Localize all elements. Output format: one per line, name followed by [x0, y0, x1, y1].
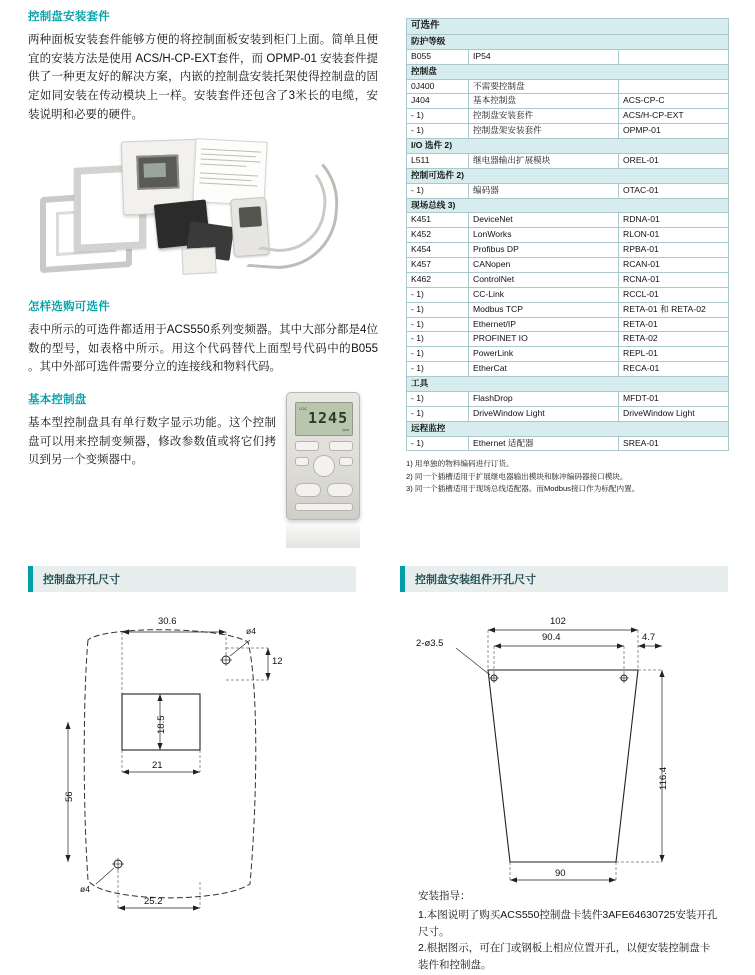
group-label: I/O 选件 2)	[407, 139, 729, 154]
cell-desc: 基本控制盘	[469, 94, 619, 109]
table-row	[407, 391, 729, 406]
cell-desc: Ethernet/IP	[469, 317, 619, 332]
cell-code: - 1)	[407, 362, 469, 377]
cell-type: RETA-01	[619, 317, 729, 332]
cell-type: REPL-01	[619, 347, 729, 362]
cell-type: DriveWindow Light	[619, 406, 729, 421]
table-group-row	[407, 198, 729, 213]
keypad-unit-label: rpm	[342, 427, 349, 432]
cell-desc: CANopen	[469, 258, 619, 273]
keypad-enter-button	[329, 441, 353, 451]
cell-type: RCAN-01	[619, 258, 729, 273]
table-row	[407, 406, 729, 421]
keypad-body	[286, 392, 360, 520]
cell-desc: PowerLink	[469, 347, 619, 362]
mounting-cutout-drawing	[410, 612, 720, 892]
cell-desc: 控制盘架安装套件	[469, 124, 619, 139]
table-row	[407, 124, 729, 139]
cell-type: RDNA-01	[619, 213, 729, 228]
table-group-row	[407, 421, 729, 436]
cell-code: - 1)	[407, 302, 469, 317]
table-group-row	[407, 139, 729, 154]
instructions-title: 安装指导：	[418, 890, 471, 902]
section-title-how-to-order: 怎样选购可选件	[28, 301, 110, 314]
table-row	[407, 302, 729, 317]
keypad-menu-button	[295, 441, 319, 451]
dim-90: 90	[555, 868, 566, 879]
footnote-2: 2) 同一个插槽适用于扩展继电器输出模块和脉冲编码器接口模块。	[406, 471, 628, 481]
table-header-row	[407, 19, 729, 35]
table-row	[407, 362, 729, 377]
cell-code: B055	[407, 49, 469, 64]
cell-type: OPMP-01	[619, 124, 729, 139]
cell-desc: IP54	[469, 49, 619, 64]
photo-panel-screen	[136, 155, 179, 190]
cell-desc: 控制盘安装套件	[469, 109, 619, 124]
dim-18-5: 18.5	[156, 715, 167, 734]
cell-code: L511	[407, 153, 469, 168]
cell-type: OTAC-01	[619, 183, 729, 198]
dim-21: 21	[152, 760, 163, 771]
keypad-bottom-strip	[295, 503, 353, 511]
cell-code: - 1)	[407, 317, 469, 332]
cell-type: RETA-01 和 RETA-02	[619, 302, 729, 317]
cell-desc: ControlNet	[469, 272, 619, 287]
cell-code: - 1)	[407, 406, 469, 421]
keypad-digits: 1245	[308, 409, 349, 427]
mounting-cutout-svg	[410, 612, 720, 892]
table-row	[407, 49, 729, 64]
table-row	[407, 258, 729, 273]
cell-type: ACS-CP-C	[619, 94, 729, 109]
table-row	[407, 317, 729, 332]
group-label: 工具	[407, 377, 729, 392]
section-body-mounting-kit: 两种面板安装套件能够方便的将控制面板安装到柜门上面。简单且便宜的安装方法是使用 ACS/H-CP-EXT套件，而 OPMP-01 安装套件提供了一种更友好的解决方案，内嵌的控制盘安装托架使得控制盘的固定如同安装在传动模块上一样。安装套件还包含了3米长的电缆，安装说明和必要的硬件。	[28, 34, 378, 121]
table-row	[407, 183, 729, 198]
group-label: 防护等级	[407, 34, 729, 49]
section-body-basic-panel: 基本型控制盘具有单行数字显示功能。这个控制盘可以用来控制变频器，修改参数值或将它们拷贝到另一个变频器中。	[28, 417, 276, 467]
options-table	[406, 18, 729, 451]
cell-code: 0J400	[407, 79, 469, 94]
cell-type	[619, 49, 729, 64]
table-row	[407, 79, 729, 94]
keypad-navigation-pad	[313, 455, 335, 477]
dim-116-4: 116.4	[658, 766, 669, 790]
cell-desc: DriveWindow Light	[469, 406, 619, 421]
cell-desc: PROFINET IO	[469, 332, 619, 347]
keypad-down-button	[339, 457, 353, 466]
dim-102: 102	[550, 616, 566, 627]
cell-type: RCNA-01	[619, 272, 729, 287]
cell-code: K451	[407, 213, 469, 228]
dim-25-2: 25.2	[144, 896, 163, 907]
cell-type: RLON-01	[619, 228, 729, 243]
table-row	[407, 332, 729, 347]
table-row	[407, 347, 729, 362]
dim-30-6: 30.6	[158, 616, 177, 627]
table-row	[407, 213, 729, 228]
cell-code: - 1)	[407, 436, 469, 451]
cell-desc: 不需要控制盘	[469, 79, 619, 94]
cell-code: K452	[407, 228, 469, 243]
table-group-row	[407, 64, 729, 79]
dim-90-4: 90.4	[542, 632, 561, 643]
cell-desc: Modbus TCP	[469, 302, 619, 317]
cell-code: - 1)	[407, 183, 469, 198]
cell-code: - 1)	[407, 332, 469, 347]
table-row	[407, 94, 729, 109]
dim-12: 12	[272, 656, 283, 667]
cell-desc: FlashDrop	[469, 391, 619, 406]
table-group-row	[407, 377, 729, 392]
instruction-2: 2.根据图示，可在门或钢板上相应位置开孔，以便安装控制盘卡装件和控制盘。	[418, 942, 711, 972]
band-mounting-cutout: 控制盘安装组件开孔尺寸	[400, 566, 728, 592]
section-title-basic-panel: 基本控制盘	[28, 394, 87, 406]
cell-code: - 1)	[407, 287, 469, 302]
panel-cutout-drawing	[40, 612, 370, 942]
dim-holes: 2-ø3.5	[416, 638, 444, 649]
cell-code: K457	[407, 258, 469, 273]
keypad-reflection	[286, 520, 360, 548]
cell-type	[619, 79, 729, 94]
table-row	[407, 109, 729, 124]
cell-desc: DeviceNet	[469, 213, 619, 228]
cell-code: - 1)	[407, 391, 469, 406]
dim-hole-top: ø4	[246, 626, 256, 636]
keypad-loc-label: LOC	[299, 406, 308, 411]
group-label: 控制可选件 2)	[407, 168, 729, 183]
table-row	[407, 243, 729, 258]
table-row	[407, 272, 729, 287]
instruction-1: 1.本图说明了购买ACS550控制盘卡装件3AFE64630725安装开孔尺寸。	[418, 908, 718, 938]
dim-4-7: 4.7	[642, 632, 656, 643]
cell-code: K454	[407, 243, 469, 258]
section-title-mounting-kit: 控制盘安装套件	[28, 11, 110, 23]
cell-code: K462	[407, 272, 469, 287]
cell-type: OREL-01	[619, 153, 729, 168]
keypad-stop-button	[295, 483, 321, 497]
cell-desc: EtherCat	[469, 362, 619, 377]
cell-desc: 编码器	[469, 183, 619, 198]
cell-type: MFDT-01	[619, 391, 729, 406]
installation-instructions	[418, 888, 718, 974]
footnote-1: 1) 用单独的物料编码进行订货。	[406, 459, 514, 469]
table-row	[407, 436, 729, 451]
section-body-how-to-order: 表中所示的可选件都适用于ACS550系列变频器。其中大部分都是4位数的型号，如表格中所示。用这个代码替代上面型号代码中的B055 。其中外部可选件需要分立的连接线和物料代码。	[28, 324, 378, 374]
basic-control-panel-photo	[278, 392, 374, 552]
cell-type: ACS/H-CP-EXT	[619, 109, 729, 124]
table-row	[407, 287, 729, 302]
product-photo	[36, 138, 346, 288]
cell-type: RCCL-01	[619, 287, 729, 302]
table-row	[407, 153, 729, 168]
keypad-start-button	[327, 483, 353, 497]
cell-desc: Ethernet 适配器	[469, 436, 619, 451]
keypad-screen	[295, 402, 353, 436]
cell-desc: Profibus DP	[469, 243, 619, 258]
band-panel-cutout: 控制盘开孔尺寸	[28, 566, 356, 592]
group-label: 控制盘	[407, 64, 729, 79]
table-group-row	[407, 34, 729, 49]
options-table-section	[406, 18, 728, 496]
table-row	[407, 228, 729, 243]
footnote-3: 3) 同一个插槽适用于现场总线适配器。而Modbus接口作为标配内置。	[406, 484, 640, 494]
photo-small-part	[181, 247, 216, 275]
cell-type: RPBA-01	[619, 243, 729, 258]
cell-code: - 1)	[407, 109, 469, 124]
cell-desc: 继电器输出扩展模块	[469, 153, 619, 168]
cell-code: J404	[407, 94, 469, 109]
group-label: 远程监控	[407, 421, 729, 436]
cell-type: RECA-01	[619, 362, 729, 377]
keypad-up-button	[295, 457, 309, 466]
cell-code: - 1)	[407, 124, 469, 139]
dim-56: 56	[64, 791, 75, 802]
cell-desc: CC-Link	[469, 287, 619, 302]
cell-type: RETA-02	[619, 332, 729, 347]
dim-hole-bottom: ø4	[80, 884, 90, 894]
cell-desc: LonWorks	[469, 228, 619, 243]
cell-type: SREA-01	[619, 436, 729, 451]
cell-code: - 1)	[407, 347, 469, 362]
group-label: 现场总线 3)	[407, 198, 729, 213]
table-footnotes	[406, 458, 728, 494]
table-group-row	[407, 168, 729, 183]
table-title: 可选件	[407, 19, 729, 35]
